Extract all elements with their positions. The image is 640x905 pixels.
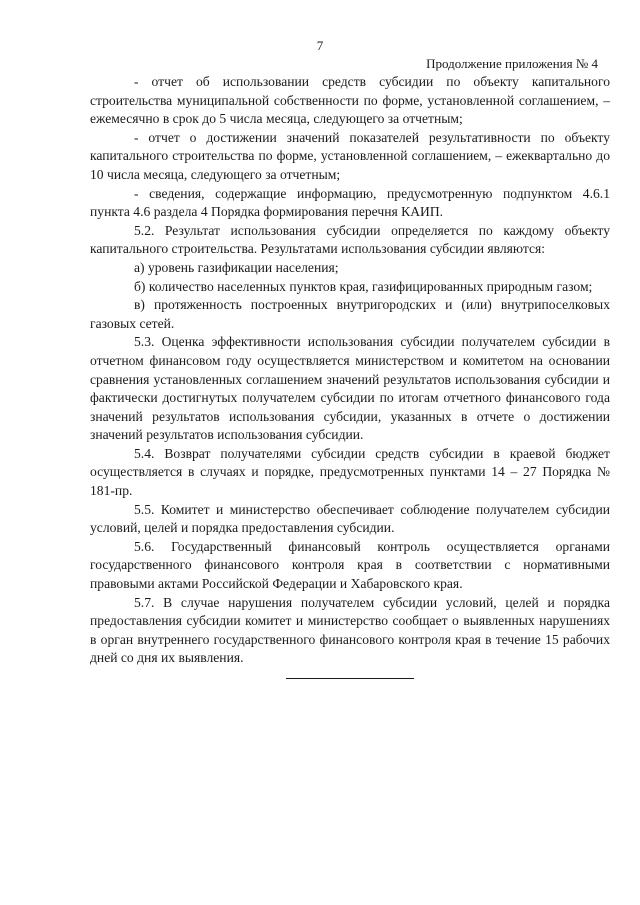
paragraph: 5.6. Государственный финансовый контроль осуществляется органами государственного финансового контроля края в соответствии с нормативными правовыми актами Российской Федерации и Хабаровского края. xyxy=(90,538,610,592)
document-body xyxy=(90,73,610,668)
appendix-continuation-label: Продолжение приложения № 4 xyxy=(426,56,598,71)
paragraph: 5.4. Возврат получателями субсидии средств субсидии в краевой бюджет осуществляется в случаях и порядке, предусмотренных пунктами 14 – 27 Порядка № 181-пр. xyxy=(90,445,610,499)
paragraph: а) уровень газификации населения; xyxy=(134,259,339,275)
paragraph: - сведения, содержащие информацию, предусмотренную подпунктом 4.6.1 пункта 4.6 раздела 4 Порядка формирования перечня КАИП. xyxy=(90,185,610,220)
paragraph: - отчет об использовании средств субсидии по объекту капитального строительства муниципальной собственности по форме, установленной соглашением, – ежемесячно в срок до 5 числа месяца, следующего за отчетным; xyxy=(90,74,610,127)
paragraph: 5.2. Результат использования субсидии определяется по каждому объекту капитального строительства. Результатами использования субсидии являются: xyxy=(90,222,610,257)
paragraph: 5.5. Комитет и министерство обеспечивает соблюдение получателем субсидии условий, целей и порядка предоставления субсидии. xyxy=(90,501,610,536)
paragraph: в) протяженность построенных внутригородских и (или) внутрипоселковых газовых сетей. xyxy=(90,297,610,331)
paragraph: 5.7. В случае нарушения получателем субсидии условий, целей и порядка предоставления субсидии комитет и министерство сообщает о выявленных нарушениях в орган внутреннего государственного финансового контроля края в течение 15 рабочих дней со дня их выявления. xyxy=(90,594,610,666)
paragraph: - отчет о достижении значений показателей результативности по объекту капитального строительства по форме, установленной соглашением, – ежеквартально до 10 числа месяца, следующего за отчетным; xyxy=(90,129,610,182)
paragraph: 5.3. Оценка эффективности использования субсидии получателем субсидии в отчетном финансовом году осуществляется министерством и комитетом на основании сравнения установленных соглашением значений результатов использования субсидии и фактически достигнутых получателем субсидии по итогам отчетного финансового года значений результатов использования субсидии, указанных в отчете о достижении значений результатов использования субсидии. xyxy=(90,334,610,443)
paragraph: б) количество населенных пунктов края, газифицированных природным газом; xyxy=(134,278,593,294)
end-separator-line xyxy=(286,678,414,679)
page-number: 7 xyxy=(316,38,324,53)
